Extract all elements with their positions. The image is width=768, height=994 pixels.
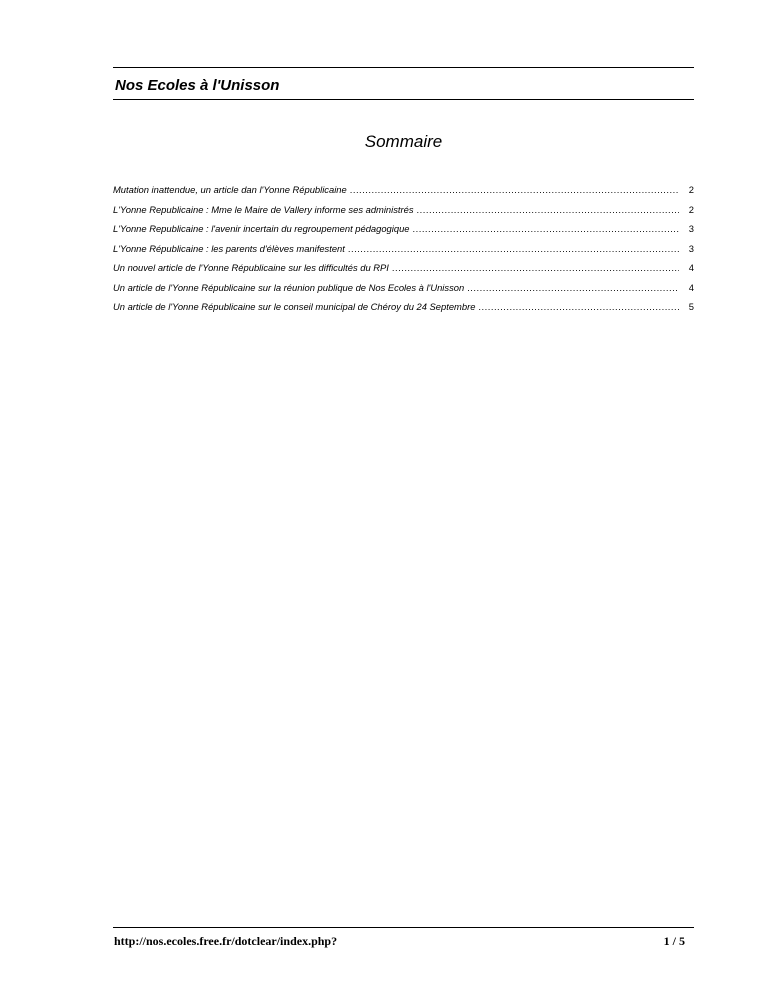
toc-leader-dots	[478, 301, 679, 312]
toc-entry[interactable]	[113, 282, 694, 302]
toc-entry-text[interactable]: Mutation inattendue, un article dan l'Yonne Républicaine	[113, 184, 347, 195]
toc-entry-text[interactable]: L'Yonne Républicaine : les parents d'élèves manifestent	[113, 242, 345, 254]
page-indicator: 1 / 5	[663, 934, 685, 948]
toc-entry-text[interactable]: L'Yonne Republicaine : Mme le Maire de Vallery informe ses administrés	[113, 203, 414, 215]
toc-entry[interactable]	[113, 184, 694, 204]
footer-url: http://nos.ecoles.free.fr/dotclear/index.php?	[114, 934, 338, 948]
toc-leader-dots	[348, 243, 679, 254]
toc-entry[interactable]	[113, 243, 694, 263]
toc-leader-dots	[350, 184, 679, 195]
toc-entry-page: 2	[688, 203, 694, 215]
toc-title: Sommaire	[364, 132, 443, 151]
toc-entry[interactable]	[113, 301, 694, 321]
toc-entry-page: 5	[688, 301, 694, 312]
toc-leader-dots	[467, 282, 679, 293]
toc-entry-page: 3	[688, 223, 694, 234]
toc-entry-page: 4	[688, 281, 694, 293]
toc-entry-text[interactable]: Un article de l'Yonne Républicaine sur la réunion publique de Nos Ecoles à l'Unisson	[113, 281, 465, 293]
toc-entry-page: 3	[688, 242, 694, 254]
toc-entry-text[interactable]: L'Yonne Republicaine : l'avenir incertain du regroupement pédagogique	[113, 223, 410, 234]
page-header	[113, 67, 694, 100]
toc-entry[interactable]	[113, 204, 694, 224]
toc-entry-text[interactable]: Un nouvel article de l'Yonne Républicaine sur les difficultés du RPI	[113, 262, 389, 273]
toc-entry-page: 2	[688, 184, 694, 195]
toc-entry[interactable]	[113, 262, 694, 282]
toc-entry[interactable]	[113, 223, 694, 243]
toc-leader-dots	[417, 204, 679, 215]
toc-leader-dots	[413, 223, 680, 234]
table-of-contents	[113, 184, 694, 321]
toc-entry-text[interactable]: Un article de l'Yonne Républicaine sur le conseil municipal de Chéroy du 24 Septembre	[113, 301, 476, 312]
toc-leader-dots	[392, 262, 679, 273]
site-title: Nos Ecoles à l'Unisson	[115, 77, 280, 94]
toc-entry-page: 4	[688, 262, 694, 273]
page-footer	[113, 927, 694, 948]
